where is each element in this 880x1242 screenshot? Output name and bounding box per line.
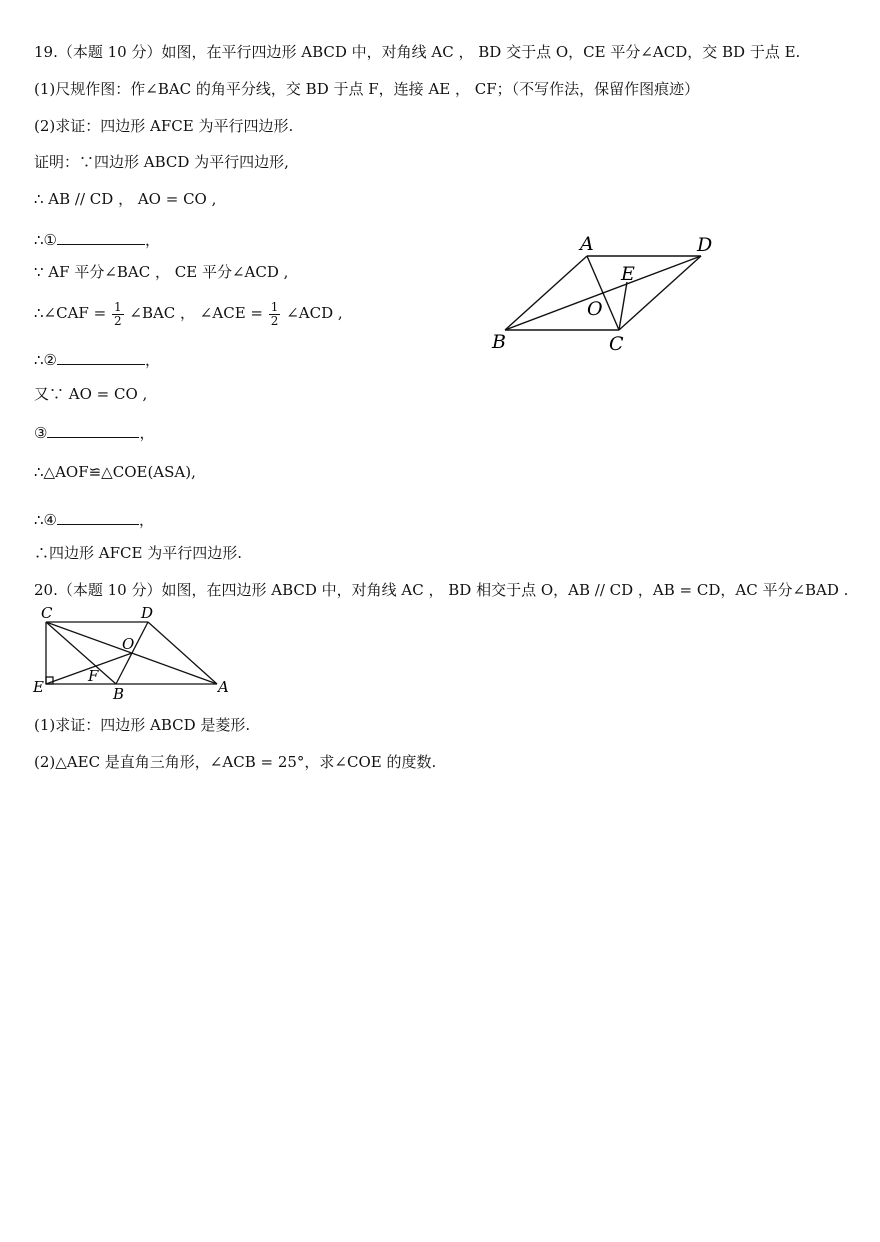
segment-BA [505, 256, 587, 330]
answer-blank-3[interactable] [47, 421, 139, 438]
label-A: A [580, 233, 594, 255]
q19-step5: ∴△AOF≌△COE(ASA), [34, 463, 196, 481]
q19-step2: ∵ AF 平分∠BAC ， CE 平分∠ACD , [34, 263, 289, 281]
blank2-label: ∴② [34, 351, 57, 369]
q19-part2: (2)求证：四边形 AFCE 为平行四边形. [34, 117, 294, 135]
segment-CE [619, 282, 627, 330]
q19-step1: ∴ AB // CD ， AO = CO , [34, 190, 217, 208]
step3-part-a: ∴∠CAF = [34, 304, 107, 322]
segment-CB [46, 622, 116, 684]
answer-blank-4[interactable] [57, 508, 139, 525]
q20-part2: (2)△AEC 是直角三角形，∠ACB = 25°，求∠COE 的度数. [34, 753, 437, 771]
blank1-tail: ， [145, 231, 161, 249]
q19-proof-intro: 证明：∵四边形 ABCD 为平行四边形, [34, 153, 289, 171]
q19-figure [485, 228, 725, 363]
q19-blank4-row: ∴④ ， [34, 508, 154, 530]
answer-blank-1[interactable] [57, 228, 145, 245]
answer-blank-2[interactable] [57, 348, 145, 365]
q20-stem: 20.（本题 10 分）如图，在四边形 ABCD 中，对角线 AC ， BD 相交于点 O，AB // CD ，AB = CD，AC 平分∠BAD . [34, 581, 849, 599]
q19-blank2-row: ∴② ， [34, 348, 160, 370]
label-E: E [621, 263, 635, 285]
q20-figure [28, 604, 238, 704]
label-B: B [113, 685, 125, 703]
label-O: O [587, 298, 603, 320]
label-A: A [218, 678, 229, 696]
label-C: C [609, 333, 624, 355]
q19-blank3-row: ③ ， [34, 421, 154, 443]
fraction-half-2: $\frac{1}{2}$ [270, 299, 279, 328]
fraction-half-1: $\frac{1}{2}$ [113, 299, 122, 328]
label-D: D [141, 604, 154, 622]
blank1-label: ∴① [34, 231, 57, 249]
blank3-label: ③ [34, 424, 48, 442]
q19-step4: 又∵ AO = CO , [34, 385, 148, 403]
q20-part1: (1)求证：四边形 ABCD 是菱形. [34, 716, 251, 734]
q19-step3 [34, 298, 343, 328]
label-D: D [697, 234, 713, 256]
segment-DA [148, 622, 217, 684]
q19-stem: 19.（本题 10 分）如图，在平行四边形 ABCD 中，对角线 AC ， BD 交于点 O，CE 平分∠ACD，交 BD 于点 E. [34, 43, 801, 61]
label-E: E [33, 678, 44, 696]
diagonal-BD [505, 256, 701, 330]
label-C: C [41, 604, 53, 622]
step3-part-c: ∠ACD , [286, 304, 343, 322]
label-F: F [88, 667, 99, 685]
q19-part1: (1)尺规作图：作∠BAC 的角平分线，交 BD 于点 F，连接 AE ， CF；（不写作法，保留作图痕迹） [34, 80, 700, 98]
step3-part-b: ∠BAC ， ∠ACE = [129, 304, 263, 322]
label-B: B [492, 331, 506, 353]
q19-blank1-row [34, 228, 160, 250]
q19-conclusion: ∴四边形 AFCE 为平行四边形. [34, 544, 242, 562]
blank4-label: ∴④ [34, 511, 57, 529]
label-O: O [122, 635, 135, 653]
